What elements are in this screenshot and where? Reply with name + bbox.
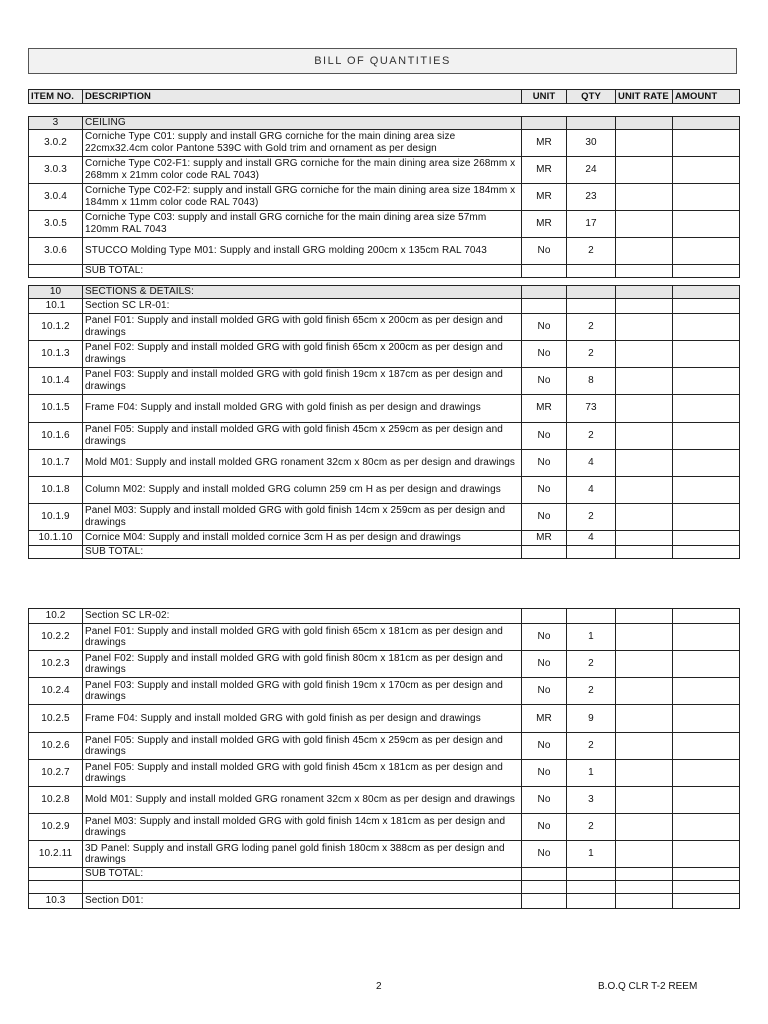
unit-cell: No bbox=[522, 733, 567, 760]
description-cell: Panel F02: Supply and install molded GRG with gold finish 80cm x 181cm as per design and drawings bbox=[83, 651, 522, 678]
qty-cell bbox=[567, 117, 616, 130]
description-cell: SUB TOTAL: bbox=[83, 868, 522, 881]
description-cell: Panel F01: Supply and install molded GRG with gold finish 65cm x 181cm as per design and drawings bbox=[83, 624, 522, 651]
table-row bbox=[29, 651, 740, 678]
amount-cell bbox=[673, 787, 740, 814]
item-number-cell: 10.1.4 bbox=[29, 367, 83, 394]
unit-cell: No bbox=[522, 814, 567, 841]
col-item-header: ITEM NO. bbox=[29, 90, 83, 104]
unit-cell: MR bbox=[522, 210, 567, 237]
item-number-cell: 10.1.2 bbox=[29, 313, 83, 340]
unit-cell bbox=[522, 264, 567, 277]
table-row bbox=[29, 298, 740, 313]
table-row bbox=[29, 394, 740, 422]
qty-cell: 24 bbox=[567, 156, 616, 183]
unit-cell: No bbox=[522, 476, 567, 503]
amount-cell bbox=[673, 651, 740, 678]
unit-cell bbox=[522, 894, 567, 909]
unit-cell bbox=[522, 117, 567, 130]
item-number-cell: 3.0.3 bbox=[29, 156, 83, 183]
table-row bbox=[29, 881, 740, 894]
unit-cell bbox=[522, 868, 567, 881]
qty-cell: 2 bbox=[567, 503, 616, 530]
unit-rate-cell bbox=[616, 286, 673, 299]
amount-cell bbox=[673, 868, 740, 881]
unit-cell: MR bbox=[522, 530, 567, 545]
amount-cell bbox=[673, 340, 740, 367]
section-heading-row bbox=[29, 117, 740, 130]
description-cell: Corniche Type C02-F1: supply and install GRG corniche for the main dining area size 268mm x 268mm x 21mm color code RAL 7043) bbox=[83, 156, 522, 183]
item-number-cell bbox=[29, 881, 83, 894]
qty-cell: 1 bbox=[567, 841, 616, 868]
description-cell: SUB TOTAL: bbox=[83, 545, 522, 558]
unit-cell: No bbox=[522, 367, 567, 394]
item-number-cell: 10.1.10 bbox=[29, 530, 83, 545]
document-reference: B.O.Q CLR T-2 REEM bbox=[598, 981, 698, 992]
unit-rate-cell bbox=[616, 129, 673, 156]
boq-block-section-lr02 bbox=[28, 608, 740, 909]
amount-cell bbox=[673, 705, 740, 733]
description-cell: Panel F05: Supply and install molded GRG with gold finish 45cm x 259cm as per design and drawings bbox=[83, 733, 522, 760]
item-number-cell: 10.2.11 bbox=[29, 841, 83, 868]
qty-cell: 3 bbox=[567, 787, 616, 814]
unit-cell bbox=[522, 286, 567, 299]
amount-cell bbox=[673, 894, 740, 909]
section-heading-row bbox=[29, 286, 740, 299]
unit-rate-cell bbox=[616, 760, 673, 787]
item-number-cell: 3.0.2 bbox=[29, 129, 83, 156]
unit-rate-cell bbox=[616, 545, 673, 558]
description-cell: Panel F01: Supply and install molded GRG with gold finish 65cm x 200cm as per design and drawings bbox=[83, 313, 522, 340]
item-number-cell: 10.1 bbox=[29, 298, 83, 313]
description-cell: Panel F05: Supply and install molded GRG with gold finish 45cm x 181cm as per design and drawings bbox=[83, 760, 522, 787]
unit-cell: No bbox=[522, 237, 567, 264]
unit-cell bbox=[522, 298, 567, 313]
description-cell: Corniche Type C03: supply and install GRG corniche for the main dining area size 57mm 120mm RAL 7043 bbox=[83, 210, 522, 237]
table-row bbox=[29, 156, 740, 183]
unit-rate-cell bbox=[616, 156, 673, 183]
amount-cell bbox=[673, 237, 740, 264]
amount-cell bbox=[673, 422, 740, 449]
unit-cell: No bbox=[522, 449, 567, 476]
boq-header-table bbox=[28, 89, 740, 104]
item-number-cell: 10.2.8 bbox=[29, 787, 83, 814]
table-row bbox=[29, 422, 740, 449]
amount-cell bbox=[673, 298, 740, 313]
unit-cell: MR bbox=[522, 394, 567, 422]
description-cell: Section D01: bbox=[83, 894, 522, 909]
table-row bbox=[29, 705, 740, 733]
item-number-cell: 10.2.7 bbox=[29, 760, 83, 787]
unit-rate-cell bbox=[616, 678, 673, 705]
unit-cell: No bbox=[522, 787, 567, 814]
unit-rate-cell bbox=[616, 787, 673, 814]
amount-cell bbox=[673, 476, 740, 503]
subtotal-row bbox=[29, 264, 740, 277]
item-number-cell: 3.0.5 bbox=[29, 210, 83, 237]
col-description-header: DESCRIPTION bbox=[83, 90, 522, 104]
qty-cell: 2 bbox=[567, 313, 616, 340]
description-cell: Frame F04: Supply and install molded GRG with gold finish as per design and drawings bbox=[83, 394, 522, 422]
unit-rate-cell bbox=[616, 476, 673, 503]
amount-cell bbox=[673, 286, 740, 299]
table-row bbox=[29, 624, 740, 651]
table-row bbox=[29, 814, 740, 841]
description-cell bbox=[83, 881, 522, 894]
item-number-cell: 10.1.9 bbox=[29, 503, 83, 530]
description-cell: Section SC LR-01: bbox=[83, 298, 522, 313]
item-number-cell: 10.2.4 bbox=[29, 678, 83, 705]
unit-rate-cell bbox=[616, 894, 673, 909]
unit-cell: No bbox=[522, 340, 567, 367]
unit-rate-cell bbox=[616, 210, 673, 237]
col-amount-header: AMOUNT bbox=[673, 90, 740, 104]
item-number-cell: 10.2.9 bbox=[29, 814, 83, 841]
unit-rate-cell bbox=[616, 422, 673, 449]
table-row bbox=[29, 733, 740, 760]
qty-cell: 2 bbox=[567, 733, 616, 760]
item-number-cell: 10.2.2 bbox=[29, 624, 83, 651]
unit-rate-cell bbox=[616, 881, 673, 894]
description-cell: Section SC LR-02: bbox=[83, 609, 522, 624]
amount-cell bbox=[673, 367, 740, 394]
amount-cell bbox=[673, 814, 740, 841]
subtotal-row bbox=[29, 545, 740, 558]
item-number-cell: 10 bbox=[29, 286, 83, 299]
table-row bbox=[29, 313, 740, 340]
unit-rate-cell bbox=[616, 183, 673, 210]
description-cell: Panel F05: Supply and install molded GRG with gold finish 45cm x 259cm as per design and drawings bbox=[83, 422, 522, 449]
description-cell: Panel F02: Supply and install molded GRG with gold finish 65cm x 200cm as per design and drawings bbox=[83, 340, 522, 367]
amount-cell bbox=[673, 210, 740, 237]
item-number-cell: 10.2.6 bbox=[29, 733, 83, 760]
item-number-cell: 3.0.4 bbox=[29, 183, 83, 210]
description-cell: SUB TOTAL: bbox=[83, 264, 522, 277]
boq-block-section-lr01 bbox=[28, 285, 740, 559]
unit-rate-cell bbox=[616, 340, 673, 367]
table-row bbox=[29, 340, 740, 367]
table-row bbox=[29, 183, 740, 210]
amount-cell bbox=[673, 624, 740, 651]
unit-rate-cell bbox=[616, 503, 673, 530]
amount-cell bbox=[673, 264, 740, 277]
unit-cell: No bbox=[522, 422, 567, 449]
item-number-cell: 10.1.3 bbox=[29, 340, 83, 367]
description-cell: Panel M03: Supply and install molded GRG with gold finish 14cm x 181cm as per design and drawings bbox=[83, 814, 522, 841]
description-cell: Corniche Type C01: supply and install GRG corniche for the main dining area size 22cmx32.4cm color Pantone 539C with Gold trim and ornament as per design bbox=[83, 129, 522, 156]
qty-cell bbox=[567, 609, 616, 624]
table-row bbox=[29, 894, 740, 909]
col-rate-header: UNIT RATE bbox=[616, 90, 673, 104]
page-number: 2 bbox=[376, 981, 382, 992]
unit-rate-cell bbox=[616, 237, 673, 264]
item-number-cell: 10.1.8 bbox=[29, 476, 83, 503]
amount-cell bbox=[673, 841, 740, 868]
amount-cell bbox=[673, 760, 740, 787]
amount-cell bbox=[673, 313, 740, 340]
qty-cell bbox=[567, 298, 616, 313]
table-row bbox=[29, 367, 740, 394]
unit-cell: No bbox=[522, 841, 567, 868]
amount-cell bbox=[673, 183, 740, 210]
unit-rate-cell bbox=[616, 298, 673, 313]
amount-cell bbox=[673, 678, 740, 705]
table-row bbox=[29, 503, 740, 530]
amount-cell bbox=[673, 733, 740, 760]
unit-rate-cell bbox=[616, 609, 673, 624]
description-cell: Mold M01: Supply and install molded GRG ronament 32cm x 80cm as per design and drawings bbox=[83, 449, 522, 476]
description-cell: Column M02: Supply and install molded GRG column 259 cm H as per design and drawings bbox=[83, 476, 522, 503]
amount-cell bbox=[673, 394, 740, 422]
unit-rate-cell bbox=[616, 367, 673, 394]
col-unit-header: UNIT bbox=[522, 90, 567, 104]
table-row bbox=[29, 449, 740, 476]
unit-cell: No bbox=[522, 678, 567, 705]
qty-cell: 1 bbox=[567, 624, 616, 651]
description-cell: Panel F03: Supply and install molded GRG with gold finish 19cm x 187cm as per design and drawings bbox=[83, 367, 522, 394]
unit-cell bbox=[522, 881, 567, 894]
unit-rate-cell bbox=[616, 264, 673, 277]
amount-cell bbox=[673, 530, 740, 545]
amount-cell bbox=[673, 545, 740, 558]
item-number-cell: 10.2.5 bbox=[29, 705, 83, 733]
qty-cell: 1 bbox=[567, 760, 616, 787]
qty-cell: 9 bbox=[567, 705, 616, 733]
qty-cell: 30 bbox=[567, 129, 616, 156]
unit-rate-cell bbox=[616, 841, 673, 868]
item-number-cell bbox=[29, 264, 83, 277]
unit-cell bbox=[522, 609, 567, 624]
amount-cell bbox=[673, 503, 740, 530]
unit-cell: MR bbox=[522, 183, 567, 210]
qty-cell bbox=[567, 545, 616, 558]
description-cell: Corniche Type C02-F2: supply and install GRG corniche for the main dining area size 184mm x 184mm x 11mm color code RAL 7043) bbox=[83, 183, 522, 210]
unit-rate-cell bbox=[616, 624, 673, 651]
description-cell: CEILING bbox=[83, 117, 522, 130]
item-number-cell: 10.2.3 bbox=[29, 651, 83, 678]
qty-cell: 4 bbox=[567, 530, 616, 545]
qty-cell: 2 bbox=[567, 678, 616, 705]
unit-rate-cell bbox=[616, 651, 673, 678]
item-number-cell: 10.2 bbox=[29, 609, 83, 624]
unit-cell: No bbox=[522, 503, 567, 530]
col-qty-header: QTY bbox=[567, 90, 616, 104]
qty-cell bbox=[567, 264, 616, 277]
unit-rate-cell bbox=[616, 733, 673, 760]
subtotal-row bbox=[29, 868, 740, 881]
unit-rate-cell bbox=[616, 394, 673, 422]
description-cell: Panel F03: Supply and install molded GRG with gold finish 19cm x 170cm as per design and drawings bbox=[83, 678, 522, 705]
qty-cell bbox=[567, 868, 616, 881]
amount-cell bbox=[673, 449, 740, 476]
amount-cell bbox=[673, 117, 740, 130]
description-cell: Cornice M04: Supply and install molded cornice 3cm H as per design and drawings bbox=[83, 530, 522, 545]
qty-cell: 17 bbox=[567, 210, 616, 237]
unit-rate-cell bbox=[616, 705, 673, 733]
table-row bbox=[29, 841, 740, 868]
unit-rate-cell bbox=[616, 868, 673, 881]
qty-cell: 2 bbox=[567, 651, 616, 678]
table-row bbox=[29, 476, 740, 503]
description-cell: 3D Panel: Supply and install GRG loding panel gold finish 180cm x 388cm as per design and drawings bbox=[83, 841, 522, 868]
qty-cell: 8 bbox=[567, 367, 616, 394]
table-row bbox=[29, 609, 740, 624]
document-title: BILL OF QUANTITIES bbox=[28, 48, 737, 74]
table-row bbox=[29, 760, 740, 787]
description-cell: SECTIONS & DETAILS: bbox=[83, 286, 522, 299]
unit-rate-cell bbox=[616, 313, 673, 340]
description-cell: Panel M03: Supply and install molded GRG with gold finish 14cm x 259cm as per design and drawings bbox=[83, 503, 522, 530]
qty-cell: 2 bbox=[567, 422, 616, 449]
table-row bbox=[29, 530, 740, 545]
item-number-cell: 10.1.5 bbox=[29, 394, 83, 422]
unit-cell: No bbox=[522, 624, 567, 651]
item-number-cell bbox=[29, 545, 83, 558]
unit-rate-cell bbox=[616, 449, 673, 476]
amount-cell bbox=[673, 129, 740, 156]
table-row bbox=[29, 129, 740, 156]
qty-cell bbox=[567, 881, 616, 894]
unit-cell bbox=[522, 545, 567, 558]
unit-rate-cell bbox=[616, 530, 673, 545]
qty-cell: 2 bbox=[567, 814, 616, 841]
table-row bbox=[29, 678, 740, 705]
amount-cell bbox=[673, 156, 740, 183]
item-number-cell: 10.1.6 bbox=[29, 422, 83, 449]
table-row bbox=[29, 787, 740, 814]
item-number-cell: 3 bbox=[29, 117, 83, 130]
qty-cell: 73 bbox=[567, 394, 616, 422]
amount-cell bbox=[673, 609, 740, 624]
unit-cell: No bbox=[522, 760, 567, 787]
unit-cell: MR bbox=[522, 156, 567, 183]
unit-cell: MR bbox=[522, 129, 567, 156]
unit-cell: No bbox=[522, 313, 567, 340]
header-row bbox=[29, 90, 740, 104]
table-row bbox=[29, 237, 740, 264]
description-cell: Frame F04: Supply and install molded GRG with gold finish as per design and drawings bbox=[83, 705, 522, 733]
qty-cell: 23 bbox=[567, 183, 616, 210]
item-number-cell: 10.1.7 bbox=[29, 449, 83, 476]
unit-cell: MR bbox=[522, 705, 567, 733]
table-row bbox=[29, 210, 740, 237]
qty-cell: 4 bbox=[567, 476, 616, 503]
description-cell: Mold M01: Supply and install molded GRG ronament 32cm x 80cm as per design and drawings bbox=[83, 787, 522, 814]
unit-cell: No bbox=[522, 651, 567, 678]
qty-cell bbox=[567, 286, 616, 299]
unit-rate-cell bbox=[616, 117, 673, 130]
item-number-cell: 3.0.6 bbox=[29, 237, 83, 264]
item-number-cell bbox=[29, 868, 83, 881]
unit-rate-cell bbox=[616, 814, 673, 841]
qty-cell: 2 bbox=[567, 340, 616, 367]
qty-cell: 4 bbox=[567, 449, 616, 476]
qty-cell: 2 bbox=[567, 237, 616, 264]
description-cell: STUCCO Molding Type M01: Supply and install GRG molding 200cm x 135cm RAL 7043 bbox=[83, 237, 522, 264]
item-number-cell: 10.3 bbox=[29, 894, 83, 909]
qty-cell bbox=[567, 894, 616, 909]
amount-cell bbox=[673, 881, 740, 894]
boq-block-ceiling bbox=[28, 116, 740, 278]
